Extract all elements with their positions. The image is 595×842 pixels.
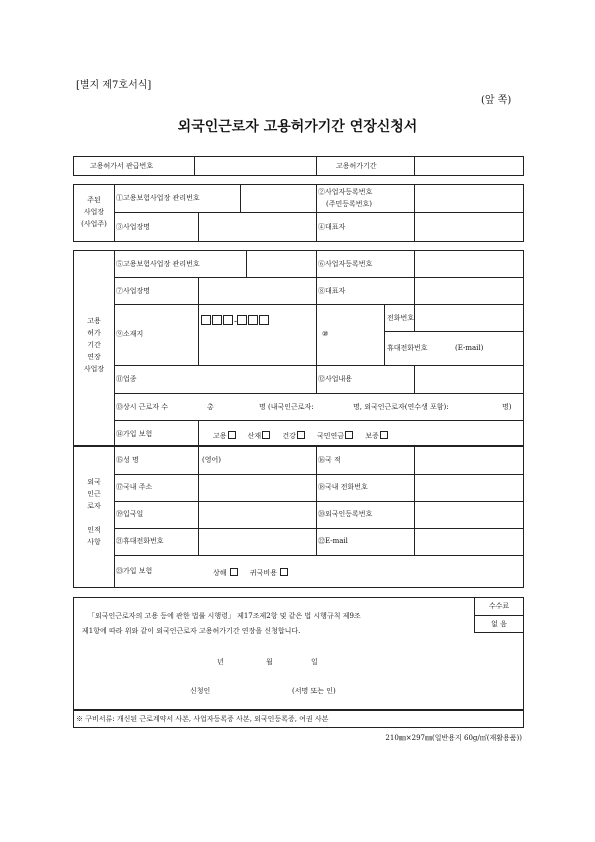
applicant-field[interactable] xyxy=(215,683,285,697)
ext-postcode-field[interactable]: - xyxy=(201,315,270,327)
main-resident-reg-label: (주민등록번호) xyxy=(326,200,373,208)
date-year: 년 xyxy=(217,658,224,666)
ext-workers-label: ⑬상시 근로자 수 xyxy=(116,403,169,411)
signature-label: (서명 또는 인) xyxy=(292,687,336,695)
fw-name-label: ⑮성 명 xyxy=(116,456,139,464)
ext-business-reg-label: ⑥사업자등록번호 xyxy=(318,260,373,268)
ext-industry-label: ⑪업종 xyxy=(116,375,137,383)
ext-insurance-options[interactable]: 고용 산재 건강 국민연금 보증 xyxy=(213,431,389,440)
main-workplace-name-field[interactable] xyxy=(199,213,315,241)
fw-insurance-label: ㉓가입 보험 xyxy=(116,567,153,575)
fee-value: 없 음 xyxy=(491,620,507,628)
ext-workers-total: 총 xyxy=(207,403,214,411)
ext-contact-label: ⑩ xyxy=(322,330,329,338)
ext-phone-field[interactable] xyxy=(415,305,523,330)
applicant-label: 신청인 xyxy=(190,687,211,695)
checkbox-pension xyxy=(345,431,353,439)
main-workplace-label: 주된 사업장 (사업주) xyxy=(81,196,107,228)
paper-spec: 210㎜×297㎜(일반용지 60g/㎡(재활용품)) xyxy=(385,734,522,742)
date-day: 일 xyxy=(311,658,318,666)
checkbox-employment xyxy=(228,431,236,439)
permit-number-label: 고용허가서 관급번호 xyxy=(90,162,154,170)
fw-address-label: ⑰국내 주소 xyxy=(116,483,153,491)
ext-workers-foreign: 명, 외국인근로자(연수생 포함): xyxy=(353,403,449,411)
ext-workers-domestic: 명 (내국인근로자: xyxy=(259,403,314,411)
ext-workplace-name-field[interactable] xyxy=(199,278,315,303)
ext-workplace-name-label: ⑦사업장명 xyxy=(116,287,151,295)
ext-representative-label: ⑧대표자 xyxy=(318,287,346,295)
ext-address-label: ⑨소재지 xyxy=(116,330,144,338)
fw-insurance-options[interactable]: 상해 귀국비용 xyxy=(213,568,289,577)
page-side-label: (앞 쪽) xyxy=(481,95,512,106)
declaration-line1: 「외국인근로자의 고용 등에 관한 법률 시행령」 제17조제2항 및 같은 법 시행규칙 제9조 xyxy=(88,612,361,620)
fw-alien-reg-label: ⑳외국인등록번호 xyxy=(318,510,373,518)
ext-insurance-no-label: ⑤고용보험사업장 관리번호 xyxy=(116,260,200,268)
checkbox-return-cost xyxy=(280,568,288,576)
ext-mobile-label: 휴대전화번호 xyxy=(387,344,428,352)
ext-business-content-label: ⑫사업내용 xyxy=(318,375,353,383)
main-workplace-name-label: ③사업장명 xyxy=(116,223,151,231)
main-representative-field[interactable] xyxy=(415,213,523,241)
main-business-reg-field[interactable] xyxy=(415,185,523,211)
fw-nationality-label: ⑯국 적 xyxy=(318,456,341,464)
main-representative-label: ④대표자 xyxy=(318,223,346,231)
permit-period-label: 고용허가기간 xyxy=(336,162,377,170)
ext-insurance-no-field[interactable] xyxy=(247,251,315,276)
foreign-worker-label: 외국 인근 로자 인적 사항 xyxy=(87,478,101,546)
declaration-line2: 제1항에 따라 위와 같이 외국인근로자 고용허가기간 연장을 신청합니다. xyxy=(82,627,301,635)
fw-email-label: ㉒E-mail xyxy=(318,537,348,545)
main-insurance-no-field[interactable] xyxy=(241,185,315,211)
permit-period-field[interactable] xyxy=(415,157,523,175)
ext-phone-label: 전화번호 xyxy=(387,314,415,322)
fw-entry-date-label: ⑲입국일 xyxy=(116,510,144,518)
checkbox-guarantee xyxy=(380,431,388,439)
form-number: [별지 제7호서식] xyxy=(76,80,152,91)
attachments-text: ※ 구비서류: 개신된 근로계약서 사본, 사업자등록증 사본, 외국인등록증, 여권 사본 xyxy=(76,715,329,723)
extension-workplace-label: 고용 허가 기간 연장 사업장 xyxy=(83,317,105,373)
main-insurance-no-label: ①고용보험사업장 관리번호 xyxy=(116,194,200,202)
form-title: 외국인근로자 고용허가기간 연장신청서 xyxy=(177,119,418,135)
checkbox-health xyxy=(297,431,305,439)
date-month: 월 xyxy=(266,658,273,666)
ext-email-label: (E-mail) xyxy=(455,344,484,352)
checkbox-injury xyxy=(230,568,238,576)
ext-workers-end: 명) xyxy=(502,403,512,411)
fw-name-field[interactable]: (영어) xyxy=(202,456,221,464)
ext-insurance-label: ⑭가입 보험 xyxy=(116,430,153,438)
ext-business-reg-field[interactable] xyxy=(415,251,523,303)
fw-mobile-label: ㉑휴대전화번호 xyxy=(116,537,164,545)
main-business-reg-label: ②사업자등록번호 xyxy=(318,188,373,196)
fee-label: 수수료 xyxy=(488,602,510,610)
fw-phone-label: ⑱국내 전화번호 xyxy=(318,483,368,491)
checkbox-industrial xyxy=(262,431,270,439)
permit-number-field[interactable] xyxy=(195,157,315,175)
